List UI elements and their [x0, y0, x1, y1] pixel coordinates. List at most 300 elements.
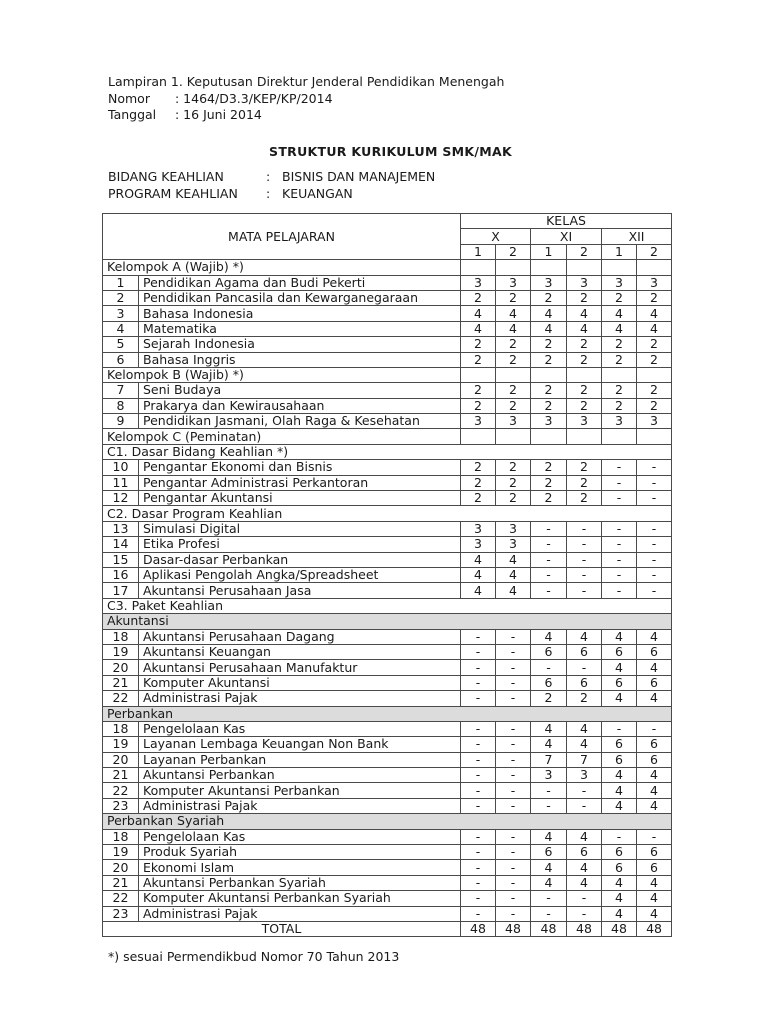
hours-cell: 4 [496, 552, 531, 567]
total-cell: 48 [496, 921, 531, 936]
hours-cell: - [602, 537, 637, 552]
table-row [103, 352, 672, 367]
group-row [103, 814, 672, 829]
hours-cell: - [461, 675, 496, 690]
empty-cell [637, 260, 672, 275]
hours-cell: 3 [496, 275, 531, 290]
group-label: Kelompok C (Peminatan) [103, 429, 461, 444]
hours-cell: - [531, 583, 567, 598]
hours-cell: 3 [602, 414, 637, 429]
subject-number: 3 [103, 306, 139, 321]
hours-cell: - [496, 752, 531, 767]
hours-cell: - [531, 521, 567, 536]
hours-cell: - [496, 629, 531, 644]
hours-cell: 3 [637, 414, 672, 429]
empty-cell [602, 260, 637, 275]
hours-cell: 4 [637, 660, 672, 675]
hours-cell: 2 [461, 337, 496, 352]
hours-cell: - [496, 875, 531, 890]
table-row [103, 845, 672, 860]
empty-cell [461, 260, 496, 275]
hours-cell: - [496, 675, 531, 690]
total-label: TOTAL [103, 921, 461, 936]
hours-cell: - [461, 691, 496, 706]
table-row [103, 829, 672, 844]
hours-cell: 2 [461, 398, 496, 413]
empty-cell [567, 429, 602, 444]
subject-number: 13 [103, 521, 139, 536]
table-row [103, 321, 672, 336]
subject-name: Pengantar Ekonomi dan Bisnis [139, 460, 461, 475]
hours-cell: 6 [531, 644, 567, 659]
group-row [103, 444, 672, 459]
hours-cell: 2 [567, 475, 602, 490]
empty-cell [567, 260, 602, 275]
hours-cell: 4 [496, 306, 531, 321]
subject-number: 19 [103, 845, 139, 860]
subject-name: Pengelolaan Kas [139, 829, 461, 844]
hours-cell: 6 [531, 675, 567, 690]
subject-number: 4 [103, 321, 139, 336]
hours-cell: - [461, 768, 496, 783]
table-row [103, 783, 672, 798]
curriculum-table [102, 213, 672, 937]
subject-number: 22 [103, 783, 139, 798]
hours-cell: 4 [602, 660, 637, 675]
total-cell: 48 [567, 921, 602, 936]
subject-name: Pengantar Administrasi Perkantoran [139, 475, 461, 490]
hours-cell: 2 [531, 383, 567, 398]
hours-cell: 2 [461, 352, 496, 367]
hours-cell: 4 [637, 629, 672, 644]
subject-name: Seni Budaya [139, 383, 461, 398]
semester-header: 1 [461, 244, 496, 259]
hours-cell: - [496, 721, 531, 736]
subject-number: 19 [103, 737, 139, 752]
hours-cell: - [567, 537, 602, 552]
subject-number: 1 [103, 275, 139, 290]
hours-cell: 2 [496, 398, 531, 413]
hours-cell: 4 [567, 306, 602, 321]
subject-number: 23 [103, 906, 139, 921]
grade-header-xii: XII [602, 229, 672, 244]
table-row [103, 290, 672, 305]
hours-cell: 6 [567, 644, 602, 659]
subject-number: 21 [103, 768, 139, 783]
hours-cell: - [496, 644, 531, 659]
hours-cell: 6 [637, 845, 672, 860]
table-row [103, 737, 672, 752]
hours-cell: 4 [602, 768, 637, 783]
hours-cell: 3 [637, 275, 672, 290]
hours-cell: - [531, 660, 567, 675]
table-row [103, 906, 672, 921]
hours-cell: - [602, 491, 637, 506]
hours-cell: 4 [637, 768, 672, 783]
subject-name: Akuntansi Keuangan [139, 644, 461, 659]
group-label: C2. Dasar Program Keahlian [103, 506, 672, 521]
hours-cell: 4 [461, 306, 496, 321]
hours-cell: 2 [531, 290, 567, 305]
subject-name: Akuntansi Perusahaan Dagang [139, 629, 461, 644]
hours-cell: 2 [496, 290, 531, 305]
hours-cell: 4 [602, 783, 637, 798]
hours-cell: 6 [637, 860, 672, 875]
hours-cell: 3 [567, 275, 602, 290]
hours-cell: 7 [531, 752, 567, 767]
hours-cell: 3 [567, 768, 602, 783]
table-row [103, 306, 672, 321]
hours-cell: 4 [461, 552, 496, 567]
subject-name: Sejarah Indonesia [139, 337, 461, 352]
group-row [103, 429, 672, 444]
nomor-value: : 1464/D3.3/KEP/KP/2014 [175, 90, 333, 106]
hours-cell: - [567, 567, 602, 582]
hours-cell: 2 [567, 352, 602, 367]
hours-cell: 4 [531, 721, 567, 736]
table-row [103, 537, 672, 552]
hours-cell: 6 [637, 644, 672, 659]
hours-cell: - [461, 906, 496, 921]
hours-cell: - [461, 860, 496, 875]
empty-cell [461, 367, 496, 382]
bidang-value: BISNIS DAN MANAJEMEN [282, 169, 436, 184]
total-cell: 48 [637, 921, 672, 936]
hours-cell: 4 [602, 906, 637, 921]
subject-number: 5 [103, 337, 139, 352]
empty-cell [496, 429, 531, 444]
hours-cell: - [496, 860, 531, 875]
program-label: PROGRAM KEAHLIAN [108, 185, 238, 201]
hours-cell: - [637, 583, 672, 598]
nomor-line [108, 91, 504, 108]
hours-cell: 6 [602, 752, 637, 767]
hours-cell: 2 [602, 290, 637, 305]
hours-cell: - [567, 521, 602, 536]
subject-number: 9 [103, 414, 139, 429]
subject-name: Simulasi Digital [139, 521, 461, 536]
hours-cell: 3 [461, 414, 496, 429]
hours-cell: - [496, 829, 531, 844]
hours-cell: 2 [461, 475, 496, 490]
table-row [103, 768, 672, 783]
subject-name: Pendidikan Agama dan Budi Pekerti [139, 275, 461, 290]
subject-number: 19 [103, 644, 139, 659]
hours-cell: 4 [496, 567, 531, 582]
hours-cell: 2 [496, 475, 531, 490]
program-info [108, 169, 435, 202]
hours-cell: 2 [602, 398, 637, 413]
hours-cell: - [496, 737, 531, 752]
hours-cell: 6 [531, 845, 567, 860]
hours-cell: 4 [637, 798, 672, 813]
subject-name: Komputer Akuntansi Perbankan [139, 783, 461, 798]
hours-cell: 4 [531, 321, 567, 336]
hours-cell: 4 [602, 691, 637, 706]
subject-name: Etika Profesi [139, 537, 461, 552]
group-row [103, 367, 672, 382]
hours-cell: 4 [602, 306, 637, 321]
hours-cell: 6 [602, 644, 637, 659]
table-row [103, 660, 672, 675]
subject-name: Dasar-dasar Perbankan [139, 552, 461, 567]
table-row [103, 275, 672, 290]
hours-cell: 3 [496, 537, 531, 552]
hours-cell: - [461, 737, 496, 752]
hours-cell: - [461, 829, 496, 844]
hours-cell: - [496, 768, 531, 783]
subject-number: 18 [103, 721, 139, 736]
hours-cell: 4 [602, 798, 637, 813]
hours-cell: 3 [496, 414, 531, 429]
hours-cell: 2 [637, 337, 672, 352]
hours-cell: - [496, 660, 531, 675]
subject-name: Prakarya dan Kewirausahaan [139, 398, 461, 413]
subject-name: Pengelolaan Kas [139, 721, 461, 736]
subject-number: 2 [103, 290, 139, 305]
grade-header-xi: XI [531, 229, 602, 244]
hours-cell: - [496, 691, 531, 706]
hours-cell: 4 [637, 321, 672, 336]
hours-cell: - [496, 845, 531, 860]
table-row [103, 414, 672, 429]
group-row [103, 260, 672, 275]
hours-cell: 2 [531, 475, 567, 490]
subject-number: 23 [103, 798, 139, 813]
subject-name: Akuntansi Perbankan Syariah [139, 875, 461, 890]
curriculum-table-body [103, 260, 672, 937]
hours-cell: 6 [602, 860, 637, 875]
empty-cell [567, 367, 602, 382]
total-cell: 48 [461, 921, 496, 936]
hours-cell: 7 [567, 752, 602, 767]
hours-cell: 6 [637, 737, 672, 752]
program-line [108, 186, 435, 203]
hours-cell: 6 [637, 675, 672, 690]
hours-cell: - [461, 721, 496, 736]
table-row [103, 875, 672, 890]
hours-cell: 4 [637, 875, 672, 890]
subject-number: 20 [103, 660, 139, 675]
hours-cell: 4 [531, 629, 567, 644]
semester-header: 1 [602, 244, 637, 259]
hours-cell: 4 [531, 306, 567, 321]
hours-cell: 3 [531, 768, 567, 783]
hours-cell: - [461, 845, 496, 860]
table-row [103, 629, 672, 644]
hours-cell: 2 [461, 383, 496, 398]
hours-cell: - [567, 583, 602, 598]
hours-cell: - [496, 783, 531, 798]
group-row [103, 598, 672, 613]
hours-cell: 4 [531, 875, 567, 890]
hours-cell: 2 [461, 460, 496, 475]
table-row [103, 644, 672, 659]
bidang-line [108, 169, 435, 186]
subject-name: Pengantar Akuntansi [139, 491, 461, 506]
subject-name: Pendidikan Jasmani, Olah Raga & Kesehatan [139, 414, 461, 429]
hours-cell: 4 [602, 321, 637, 336]
hours-cell: - [637, 475, 672, 490]
group-label: Perbankan [103, 706, 672, 721]
hours-cell: - [567, 906, 602, 921]
hours-cell: 2 [531, 691, 567, 706]
program-colon: : [266, 185, 271, 201]
subject-number: 17 [103, 583, 139, 598]
empty-cell [637, 429, 672, 444]
hours-cell: - [531, 567, 567, 582]
hours-cell: 2 [531, 337, 567, 352]
hours-cell: 2 [602, 337, 637, 352]
hours-cell: - [496, 906, 531, 921]
subject-name: Aplikasi Pengolah Angka/Spreadsheet [139, 567, 461, 582]
subject-number: 21 [103, 675, 139, 690]
table-row [103, 798, 672, 813]
table-row [103, 383, 672, 398]
table-row [103, 398, 672, 413]
hours-cell: 4 [637, 783, 672, 798]
header-row-kelas [103, 214, 672, 229]
hours-cell: - [461, 629, 496, 644]
subject-name: Layanan Perbankan [139, 752, 461, 767]
empty-cell [602, 367, 637, 382]
table-row [103, 583, 672, 598]
hours-cell: 2 [567, 337, 602, 352]
hours-cell: 2 [637, 383, 672, 398]
hours-cell: 2 [531, 398, 567, 413]
hours-cell: 4 [567, 629, 602, 644]
hours-cell: 4 [496, 583, 531, 598]
hours-cell: - [637, 460, 672, 475]
hours-cell: 2 [567, 491, 602, 506]
subject-name: Akuntansi Perusahaan Jasa [139, 583, 461, 598]
hours-cell: 3 [602, 275, 637, 290]
table-row [103, 460, 672, 475]
hours-cell: - [567, 660, 602, 675]
hours-cell: - [567, 891, 602, 906]
table-row [103, 891, 672, 906]
hours-cell: 2 [496, 337, 531, 352]
subject-number: 15 [103, 552, 139, 567]
grade-header-x: X [461, 229, 531, 244]
hours-cell: 4 [567, 321, 602, 336]
hours-cell: 2 [531, 460, 567, 475]
group-label: Perbankan Syariah [103, 814, 672, 829]
hours-cell: - [602, 552, 637, 567]
hours-cell: - [637, 829, 672, 844]
bidang-colon: : [266, 169, 271, 184]
hours-cell: - [461, 752, 496, 767]
hours-cell: - [461, 875, 496, 890]
hours-cell: - [637, 521, 672, 536]
lampiran-text: Lampiran 1. Keputusan Direktur Jenderal Pendidikan Menengah [108, 74, 505, 89]
hours-cell: 3 [531, 275, 567, 290]
table-row [103, 860, 672, 875]
semester-header: 2 [567, 244, 602, 259]
subject-number: 8 [103, 398, 139, 413]
hours-cell: 6 [567, 675, 602, 690]
group-row [103, 506, 672, 521]
hours-cell: - [567, 783, 602, 798]
hours-cell: - [602, 829, 637, 844]
subject-name: Matematika [139, 321, 461, 336]
subject-name: Bahasa Indonesia [139, 306, 461, 321]
hours-cell: 4 [637, 306, 672, 321]
hours-cell: 2 [602, 352, 637, 367]
hours-cell: - [637, 537, 672, 552]
hours-cell: - [531, 783, 567, 798]
hours-cell: - [637, 721, 672, 736]
semester-header: 1 [531, 244, 567, 259]
hours-cell: - [602, 583, 637, 598]
empty-cell [531, 429, 567, 444]
hours-cell: 2 [567, 398, 602, 413]
hours-cell: 2 [602, 383, 637, 398]
table-row [103, 691, 672, 706]
subject-name: Administrasi Pajak [139, 906, 461, 921]
hours-cell: 6 [602, 737, 637, 752]
hours-cell: 4 [567, 860, 602, 875]
group-label: Akuntansi [103, 614, 672, 629]
hours-cell: 4 [567, 829, 602, 844]
hours-cell: 2 [461, 290, 496, 305]
subject-name: Akuntansi Perbankan [139, 768, 461, 783]
hours-cell: - [461, 783, 496, 798]
hours-cell: 2 [637, 290, 672, 305]
hours-cell: 4 [461, 583, 496, 598]
hours-cell: - [461, 644, 496, 659]
hours-cell: 4 [602, 629, 637, 644]
table-row [103, 721, 672, 736]
hours-cell: - [496, 798, 531, 813]
hours-cell: 4 [567, 721, 602, 736]
hours-cell: - [531, 906, 567, 921]
program-value: KEUANGAN [282, 185, 353, 201]
subject-name: Akuntansi Perusahaan Manufaktur [139, 660, 461, 675]
subject-name: Pendidikan Pancasila dan Kewarganegaraan [139, 290, 461, 305]
hours-cell: 4 [602, 875, 637, 890]
empty-cell [496, 260, 531, 275]
table-row [103, 675, 672, 690]
hours-cell: 6 [602, 675, 637, 690]
hours-cell: 4 [637, 891, 672, 906]
tanggal-line [108, 107, 504, 124]
subject-number: 10 [103, 460, 139, 475]
hours-cell: - [461, 660, 496, 675]
hours-cell: - [637, 567, 672, 582]
hours-cell: - [602, 475, 637, 490]
empty-cell [461, 429, 496, 444]
hours-cell: - [531, 798, 567, 813]
total-cell: 48 [602, 921, 637, 936]
hours-cell: 4 [531, 860, 567, 875]
nomor-label: Nomor [108, 90, 150, 106]
hours-cell: - [461, 798, 496, 813]
document-title: STRUKTUR KURIKULUM SMK/MAK [269, 144, 512, 159]
empty-cell [531, 260, 567, 275]
table-row [103, 337, 672, 352]
subject-number: 18 [103, 829, 139, 844]
bidang-label: BIDANG KEAHLIAN [108, 169, 224, 184]
subject-number: 16 [103, 567, 139, 582]
table-row [103, 552, 672, 567]
hours-cell: - [567, 552, 602, 567]
subject-number: 18 [103, 629, 139, 644]
subject-number: 22 [103, 891, 139, 906]
subject-number: 21 [103, 875, 139, 890]
hours-cell: 3 [461, 275, 496, 290]
hours-cell: 2 [567, 383, 602, 398]
